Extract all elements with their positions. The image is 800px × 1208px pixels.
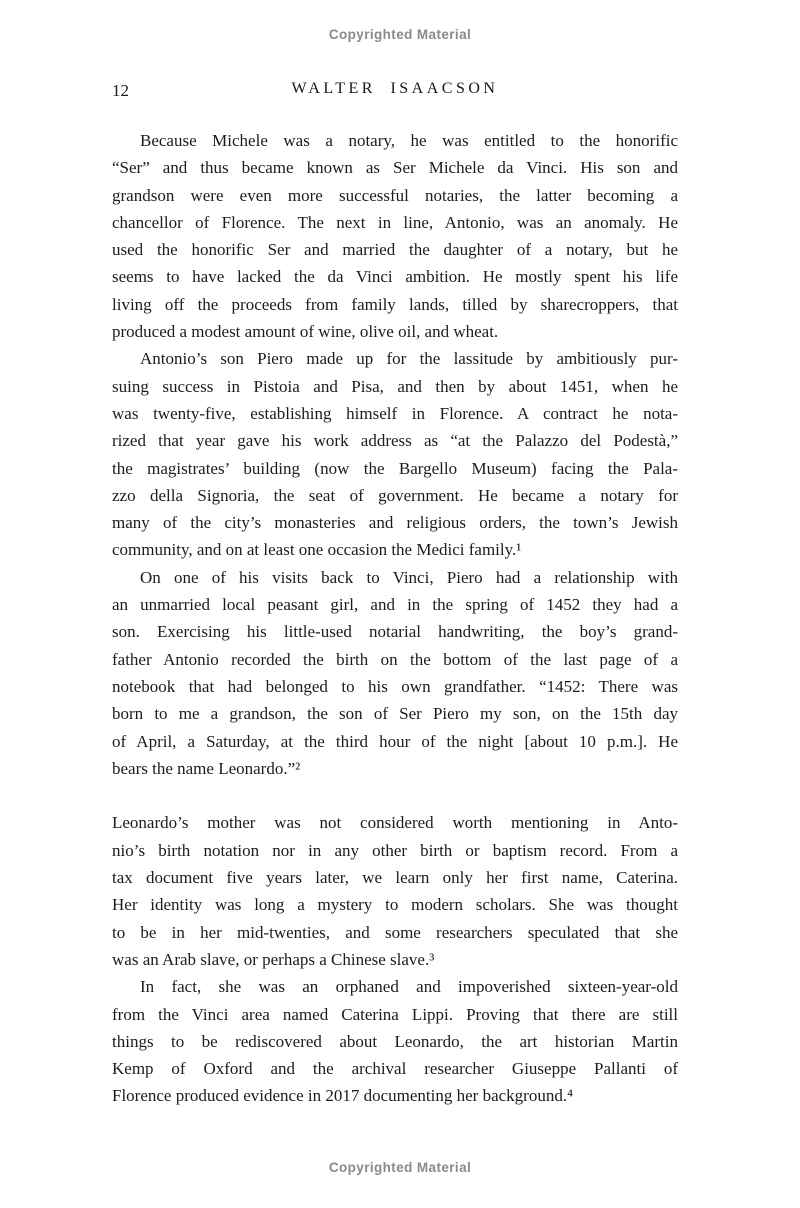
paragraph [112, 973, 678, 1109]
running-header: WALTER ISAACSON [291, 80, 499, 97]
paragraph [112, 809, 678, 973]
paragraph [112, 564, 678, 782]
text-line: of April, a Saturday, at the third hour of the night [about 10 p.m.]. He [112, 731, 678, 751]
text-line: Leonardo’s mother was not considered worth mentioning in Anto- [112, 813, 678, 833]
text-line: Her identity was long a mystery to modern scholars. She was thought [112, 895, 678, 915]
text-line: things to be rediscovered about Leonardo, the art historian Martin [112, 1031, 678, 1051]
text-line: son. Exercising his little-used notarial handwriting, the boy’s grand- [112, 622, 678, 642]
body-text [112, 127, 678, 1110]
text-line: the magistrates’ building (now the Bargello Museum) facing the Pala- [112, 458, 678, 478]
text-line: chancellor of Florence. The next in line, Antonio, was an anomaly. He [112, 212, 678, 232]
text-line: used the honorific Ser and married the daughter of a notary, but he [112, 240, 678, 260]
text-line: from the Vinci area named Caterina Lippi. Proving that there are still [112, 1004, 678, 1024]
text-line: an unmarried local peasant girl, and in the spring of 1452 they had a [112, 595, 678, 615]
text-line: suing success in Pistoia and Pisa, and then by about 1451, when he [112, 376, 678, 396]
text-line: was an Arab slave, or perhaps a Chinese slave.³ [112, 949, 435, 969]
text-line: Florence produced evidence in 2017 documenting her background.⁴ [112, 1086, 574, 1106]
text-line: bears the name Leonardo.”² [112, 758, 301, 778]
text-line: to be in her mid-twenties, and some researchers speculated that she [112, 922, 678, 942]
text-line: many of the city’s monasteries and religious orders, the town’s Jewish [112, 513, 678, 533]
text-line: Because Michele was a notary, he was entitled to the honorific [140, 131, 678, 150]
copyright-notice-top: Copyrighted Material [328, 27, 472, 42]
text-line: Kemp of Oxford and the archival researcher Giuseppe Pallanti of [112, 1059, 678, 1079]
text-line: “Ser” and thus became known as Ser Michele da Vinci. His son and [112, 158, 678, 178]
text-line: tax document five years later, we learn only her first name, Caterina. [112, 868, 678, 888]
text-line: nio’s birth notation nor in any other birth or baptism record. From a [112, 840, 678, 860]
text-line: Antonio’s son Piero made up for the lassitude by ambitiously pur- [140, 349, 678, 369]
text-line: rized that year gave his work address as “at the Palazzo del Podestà,” [112, 431, 678, 451]
text-line: community, and on at least one occasion the Medici family.¹ [112, 540, 522, 560]
text-line: born to me a grandson, the son of Ser Piero my son, on the 15th day [112, 704, 678, 724]
paragraph [112, 127, 678, 345]
copyright-notice-bottom: Copyrighted Material [328, 1160, 472, 1175]
text-line: On one of his visits back to Vinci, Piero had a relationship with [140, 567, 678, 587]
text-line: living off the proceeds from family lands, tilled by sharecroppers, that [112, 294, 678, 314]
page-number: 12 [112, 81, 129, 100]
text-line: was twenty-five, establishing himself in Florence. A contract he nota- [112, 403, 678, 423]
text-line: grandson were even more successful notaries, the latter becoming a [112, 185, 678, 205]
text-line: father Antonio recorded the birth on the bottom of the last page of a [112, 649, 678, 669]
paragraph [112, 345, 678, 563]
text-line: In fact, she was an orphaned and impoverished sixteen-year-old [140, 977, 678, 997]
text-line: seems to have lacked the da Vinci ambition. He mostly spent his life [112, 267, 678, 287]
text-line: zzo della Signoria, the seat of government. He became a notary for [112, 485, 678, 505]
text-line: produced a modest amount of wine, olive oil, and wheat. [112, 322, 499, 342]
text-line: notebook that had belonged to his own grandfather. “1452: There was [112, 676, 678, 696]
page-header [112, 80, 678, 102]
